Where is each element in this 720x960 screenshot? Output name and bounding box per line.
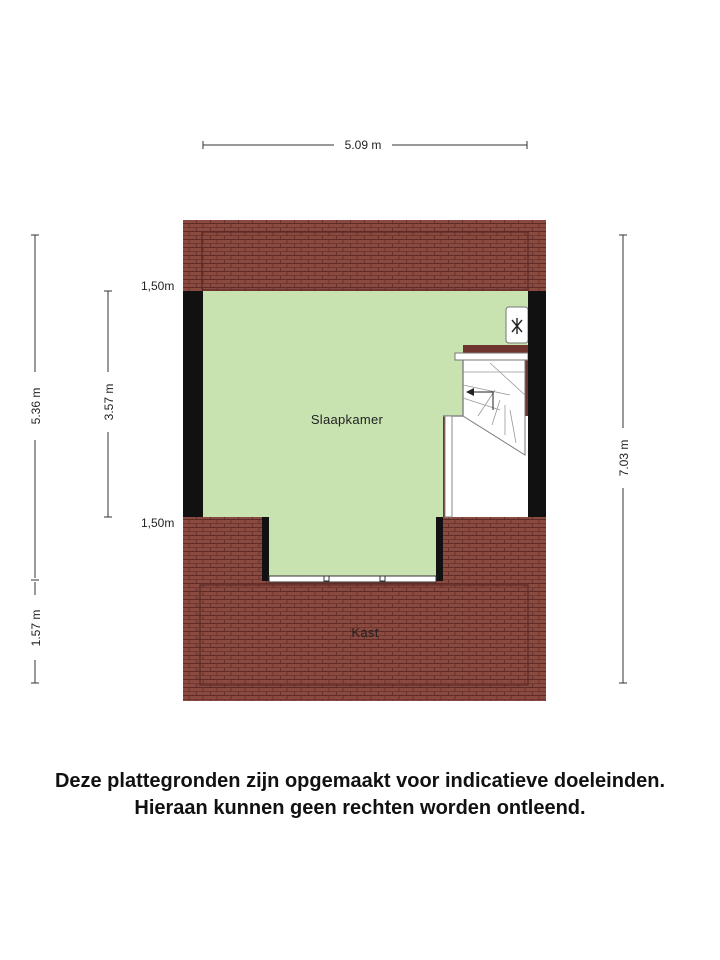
disclaimer-line-1: Deze plattegronden zijn opgemaakt voor indicatieve doeleinden. bbox=[54, 770, 666, 792]
bedroom-label: Slaapkamer bbox=[310, 412, 384, 427]
stair-side-rail bbox=[445, 416, 452, 517]
dimension-label-left-inner: 3.57 m bbox=[102, 383, 116, 421]
dimension-label-left-upper: 5.36 m bbox=[29, 387, 43, 425]
height-label-lower: 1,50m bbox=[141, 516, 175, 530]
door-knob-1 bbox=[324, 576, 329, 581]
storage-label: Kast bbox=[351, 625, 379, 640]
height-label-upper: 1,50m bbox=[141, 279, 175, 293]
wall-knee-right bbox=[436, 517, 443, 581]
roof-tiles-right-lower bbox=[443, 517, 546, 581]
wall-knee-left bbox=[262, 517, 269, 581]
stair-top-rail bbox=[455, 353, 528, 360]
disclaimer-line-2: Hieraan kunnen geen rechten worden ontleend. bbox=[134, 797, 586, 819]
door-knob-2 bbox=[380, 576, 385, 581]
wall-right bbox=[528, 291, 546, 517]
wall-left bbox=[183, 291, 203, 517]
dimension-label-top: 5.09 m bbox=[344, 138, 382, 152]
storage-area bbox=[183, 581, 546, 701]
storage-doors bbox=[269, 576, 436, 582]
dimension-label-left-lower: 1.57 m bbox=[29, 609, 43, 647]
dimension-label-right: 7.03 m bbox=[617, 439, 631, 477]
roof-tiles-top bbox=[183, 220, 546, 292]
roof-tiles-left-lower bbox=[183, 517, 263, 581]
